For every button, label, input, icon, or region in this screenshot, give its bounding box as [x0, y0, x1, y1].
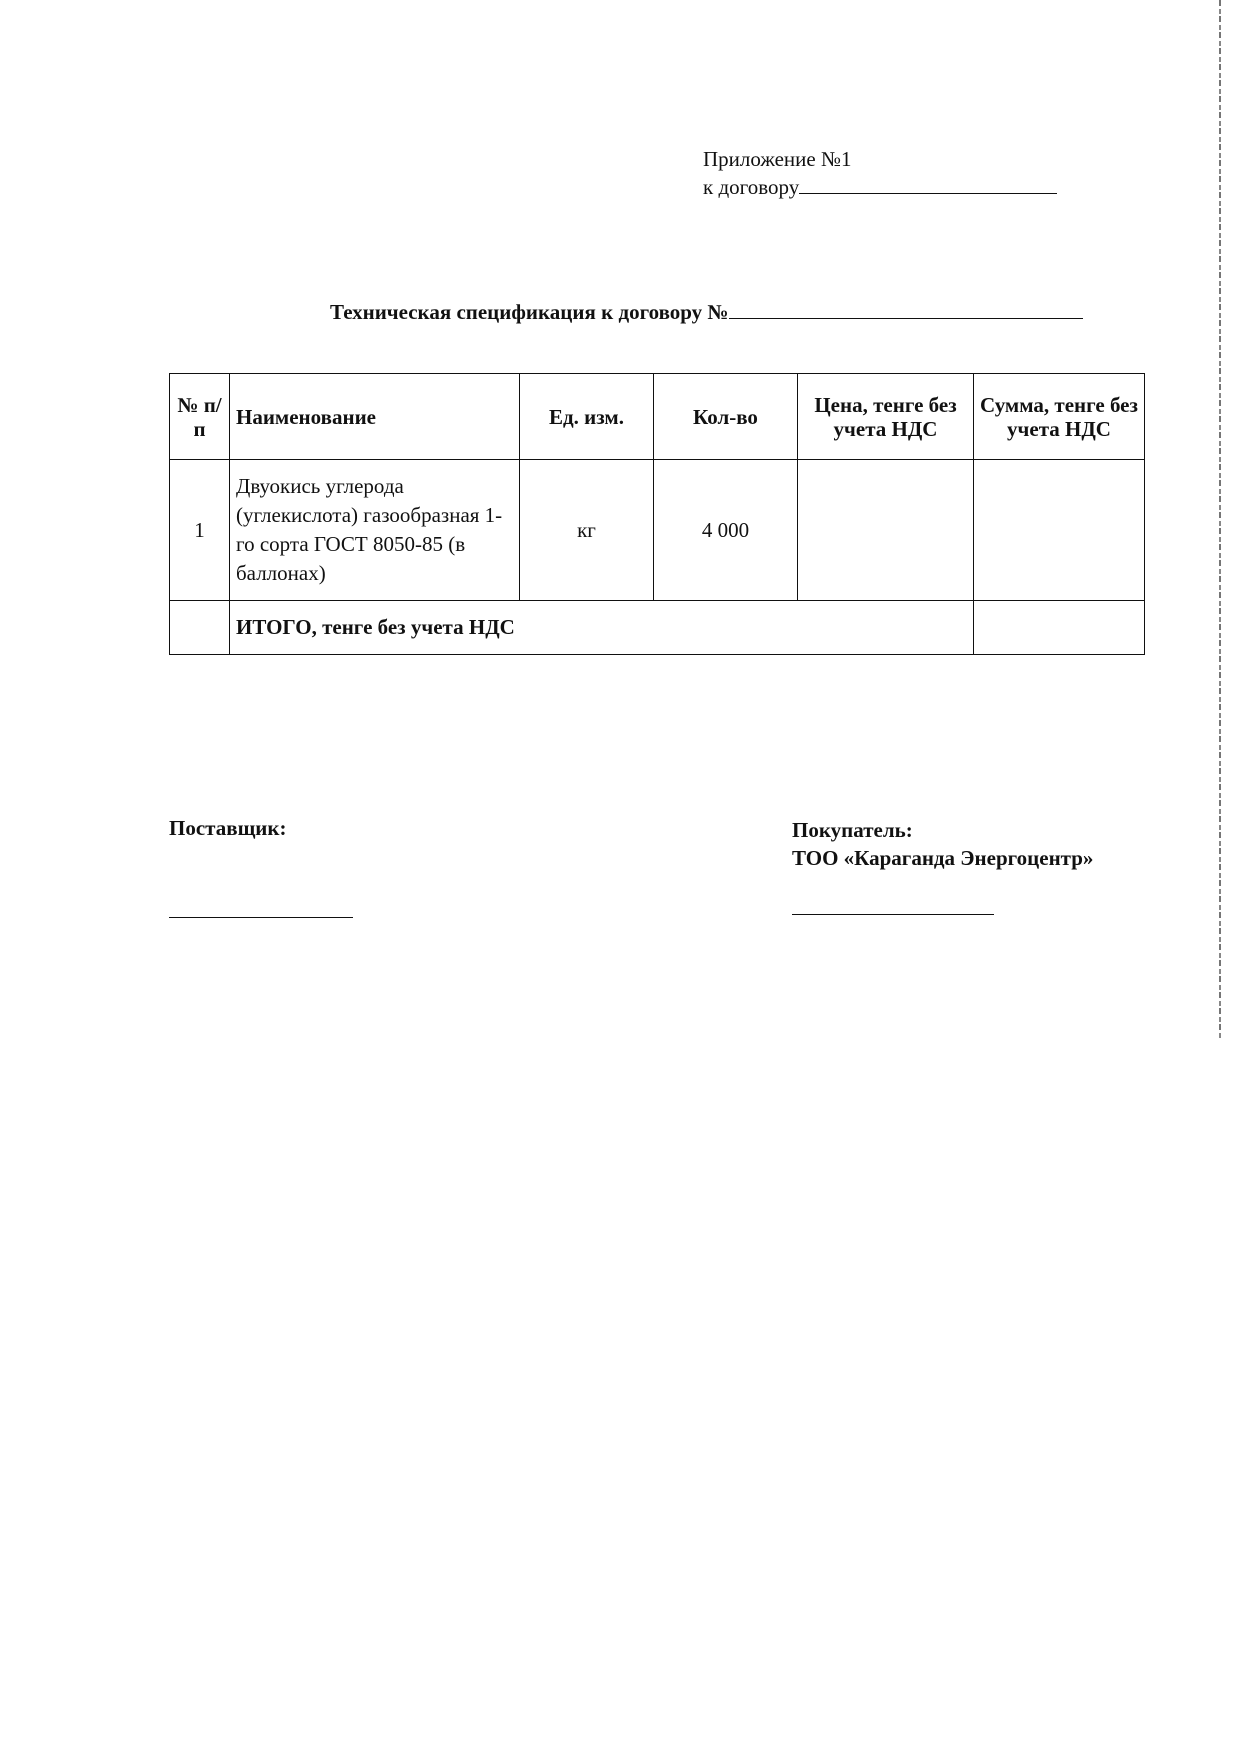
table-total-row: [170, 601, 1145, 655]
header-name: Наименование: [230, 374, 520, 460]
header-num: № п/п: [170, 374, 230, 460]
buyer-signature-line: [792, 914, 994, 915]
total-value: [974, 601, 1145, 655]
header-sum: Сумма, тенге без учета НДС: [974, 374, 1145, 460]
header-price: Цена, тенге без учета НДС: [798, 374, 974, 460]
title-contract-number-blank: [729, 316, 1083, 319]
header-unit: Ед. изм.: [520, 374, 654, 460]
row-qty: 4 000: [654, 460, 798, 601]
appendix-header: [703, 145, 1057, 201]
buyer-block: [792, 816, 1093, 872]
specification-table: [169, 373, 1145, 655]
scan-edge-line: [1219, 0, 1221, 1040]
header-qty: Кол-во: [654, 374, 798, 460]
contract-number-blank: [799, 191, 1057, 194]
row-price: [798, 460, 974, 601]
table-header-row: [170, 374, 1145, 460]
table-row: [170, 460, 1145, 601]
row-sum: [974, 460, 1145, 601]
row-name: Двуокись углерода (углекислота) газообразная 1-го сорта ГОСТ 8050-85 (в баллонах): [230, 460, 520, 601]
buyer-label: Покупатель:: [792, 818, 913, 842]
document-title-text: Техническая спецификация к договору №: [330, 300, 729, 324]
supplier-label: Поставщик:: [169, 816, 287, 840]
appendix-contract-ref: [703, 173, 1057, 201]
buyer-name: ТОО «Караганда Энергоцентр»: [792, 846, 1094, 870]
row-num: 1: [170, 460, 230, 601]
supplier-signature-line: [169, 917, 353, 918]
document-title: [330, 300, 1083, 325]
row-unit: кг: [520, 460, 654, 601]
total-label: ИТОГО, тенге без учета НДС: [230, 601, 974, 655]
appendix-contract-label: к договору: [703, 175, 800, 199]
total-num-empty: [170, 601, 230, 655]
appendix-number: Приложение №1: [703, 147, 852, 171]
